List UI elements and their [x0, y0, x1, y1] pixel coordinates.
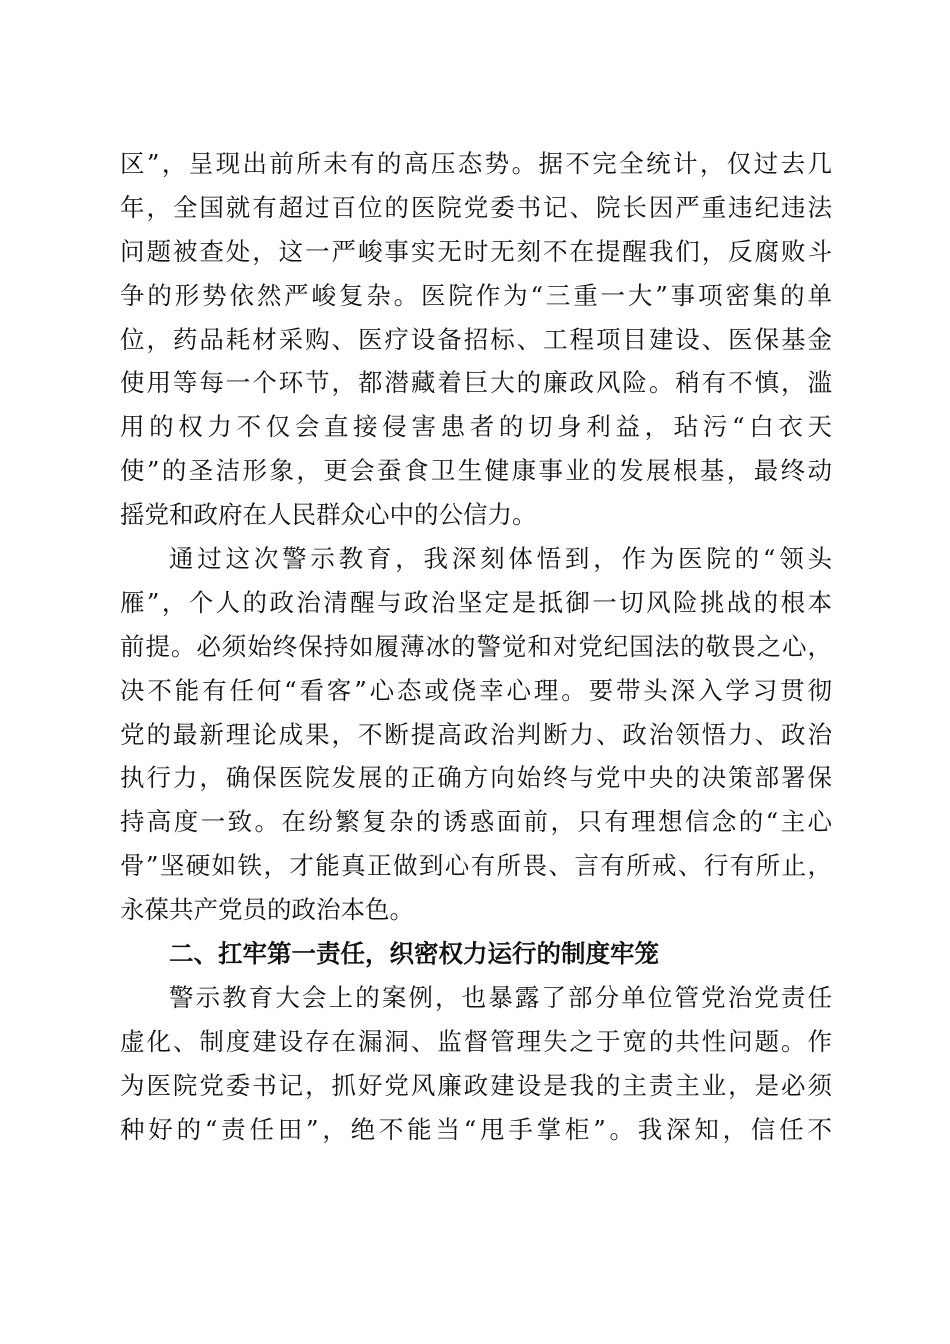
paragraph-1-line: 使用等每一个环节，都潜藏着巨大的廉政风险。稍有不慎，滥	[120, 368, 832, 398]
paragraph-3-line: 警示教育大会上的案例，也暴露了部分单位管党治党责任	[169, 982, 832, 1012]
paragraph-2-line: 雁”，个人的政治清醒与政治坚定是抵御一切风险挑战的根本	[120, 587, 832, 617]
paragraph-2-line: 骨”坚硬如铁，才能真正做到心有所畏、言有所戒、行有所止，	[120, 851, 832, 881]
paragraph-1-line: 摇党和政府在人民群众心中的公信力。	[120, 500, 537, 530]
paragraph-1-line: 使”的圣洁形象，更会蚕食卫生健康事业的发展根基，最终动	[120, 456, 832, 486]
paragraph-1-line: 问题被查处，这一严峻事实无时无刻不在提醒我们，反腐败斗	[120, 236, 832, 266]
paragraph-2-line: 永葆共产党员的政治本色。	[120, 895, 414, 925]
paragraph-2-line: 执行力，确保医院发展的正确方向始终与党中央的决策部署保	[120, 763, 832, 793]
paragraph-3-line: 虚化、制度建设存在漏洞、监督管理失之于宽的共性问题。作	[120, 1026, 832, 1056]
paragraph-1-line: 区”，呈现出前所未有的高压态势。据不完全统计，仅过去几	[120, 149, 832, 178]
paragraph-2-line: 前提。必须始终保持如履薄冰的警觉和对党纪国法的敬畏之心，	[120, 631, 832, 661]
paragraph-1-line: 年，全国就有超过百位的医院党委书记、院长因严重违纪违法	[120, 192, 832, 222]
paragraph-2-line: 决不能有任何“看客”心态或侥幸心理。要带头深入学习贯彻	[120, 675, 832, 705]
paragraph-3-line: 为医院党委书记，抓好党风廉政建设是我的主责主业，是必须	[120, 1070, 832, 1100]
paragraph-1-line: 争的形势依然严峻复杂。医院作为“三重一大”事项密集的单	[120, 280, 832, 310]
document-body	[120, 142, 832, 1151]
paragraph-3-line: 种好的“责任田”，绝不能当“甩手掌柜”。我深知，信任不	[120, 1114, 832, 1144]
section-heading: 二、扛牢第一责任，织密权力运行的制度牢笼	[169, 939, 659, 969]
paragraph-1-line: 位，药品耗材采购、医疗设备招标、工程项目建设、医保基金	[120, 324, 832, 354]
paragraph-2-line: 持高度一致。在纷繁复杂的诱惑面前，只有理想信念的“主心	[120, 807, 832, 837]
paragraph-1-line: 用的权力不仅会直接侵害患者的切身利益，玷污“白衣天	[120, 412, 832, 442]
paragraph-2-line: 通过这次警示教育，我深刻体悟到，作为医院的“领头	[169, 544, 832, 574]
paragraph-2-line: 党的最新理论成果，不断提高政治判断力、政治领悟力、政治	[120, 719, 832, 749]
